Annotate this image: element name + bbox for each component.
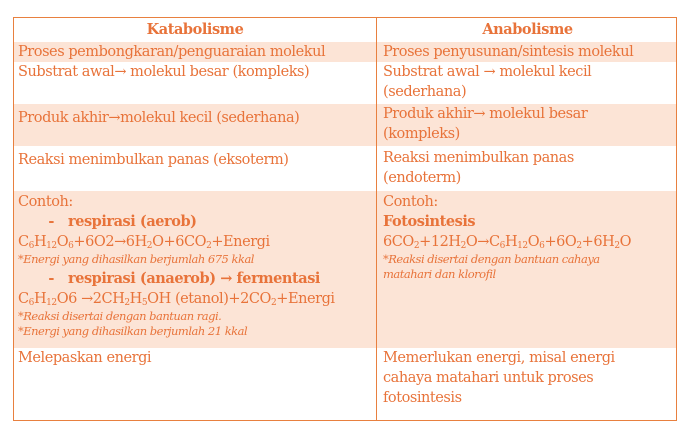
eq-subscript: 12 (46, 298, 57, 308)
bullet-dash: - (48, 213, 54, 230)
table-row (14, 104, 676, 146)
eq-part: 6CO (383, 234, 414, 250)
eq-part: O+6CO (152, 234, 207, 250)
eq-subscript: 6 (28, 298, 34, 308)
comparison-table (13, 17, 677, 421)
header-anabolisme: Anabolisme (376, 18, 676, 42)
text-line: Substrat awal → molekul kecil (383, 64, 592, 80)
text-line: (sederhana) (383, 84, 467, 100)
eq-subscript: 2 (614, 241, 620, 251)
eq-subscript: 2 (270, 298, 277, 308)
anabolisme-definition: Proses penyusunan/sintesis molekul (376, 42, 676, 62)
example-title-text: respirasi (aerob) (68, 213, 197, 230)
note-anaerob-yeast: *Reaksi disertai dengan bantuan ragi. (18, 309, 222, 323)
eq-part: O6 →2CH (56, 291, 125, 307)
eq-part: +Energi (276, 291, 335, 307)
table-row (14, 146, 676, 191)
eq-part: +Energi (211, 234, 270, 250)
eq-subscript: 2 (124, 298, 130, 308)
eq-subscript: 6 (499, 241, 505, 251)
eq-subscript: 2 (206, 241, 212, 251)
table-row (14, 348, 676, 420)
eq-part: H (129, 291, 142, 307)
eq-subscript: 6 (539, 241, 545, 251)
note-photosynthesis: *Reaksi disertai dengan bantuan cahaya (383, 252, 600, 266)
eq-part: H (33, 291, 47, 307)
table-row (14, 62, 676, 104)
eq-part: +12H (419, 234, 461, 250)
eq-part: C (18, 234, 29, 250)
eq-subscript: 2 (413, 241, 420, 251)
eq-subscript: 12 (46, 241, 57, 251)
eq-part: +6H (581, 234, 615, 250)
note-aerob-energy: *Energi yang dihasilkan berjumlah 675 kkal (18, 252, 254, 266)
text-line: fotosintesis (383, 390, 462, 406)
note-anaerob-energy: *Energi yang dihasilkan berjumlah 21 kkal (18, 324, 248, 338)
header-katabolisme: Katabolisme (146, 21, 244, 38)
example-title-text: respirasi (anaerob) → fermentasi (68, 270, 320, 287)
eq-part: O (619, 234, 632, 250)
eq-subscript: 12 (517, 241, 528, 251)
example-anaerob-title (18, 269, 372, 289)
example-photosynthesis-title: Fotosintesis (383, 213, 476, 230)
table-header-row (14, 18, 676, 43)
examples-label: Contoh: (383, 194, 438, 210)
katabolisme-product: Produk akhir→molekul kecil (sederhana) (18, 110, 300, 126)
eq-part: H (504, 234, 518, 250)
katabolisme-definition: Proses pembongkaran/penguaraian molekul (18, 44, 326, 60)
eq-part: C (18, 291, 29, 307)
bullet-dash: - (48, 270, 54, 287)
table-row (14, 42, 676, 62)
eq-subscript: 6 (68, 241, 74, 251)
equation-anaerob (18, 289, 372, 309)
anabolisme-substrate (376, 62, 676, 104)
eq-part: +6O (544, 234, 577, 250)
eq-subscript: 2 (576, 241, 582, 251)
text-line: Reaksi menimbulkan panas (383, 150, 574, 166)
text-line: cahaya matahari untuk proses (383, 370, 594, 386)
anabolisme-examples (376, 191, 676, 348)
eq-subscript: 6 (28, 241, 34, 251)
eq-part: +6O2→6H (73, 234, 147, 250)
text-line: Memerlukan energi, misal energi (383, 350, 615, 366)
eq-subscript: 2 (460, 241, 466, 251)
katabolisme-examples (14, 191, 376, 348)
katabolisme-substrate: Substrat awal→ molekul besar (kompleks) (18, 64, 310, 80)
equation-photosynthesis (383, 232, 672, 252)
katabolisme-energy: Melepaskan energi (18, 350, 152, 366)
eq-subscript: 5 (141, 298, 148, 308)
anabolisme-reaction (376, 146, 676, 191)
anabolisme-energy (376, 348, 676, 420)
text-line: Produk akhir→ molekul besar (383, 106, 588, 122)
eq-part: O (527, 234, 540, 250)
eq-part: O→C (465, 234, 500, 250)
example-aerob-title (18, 212, 372, 232)
table-row-examples (14, 191, 676, 348)
anabolisme-product (376, 104, 676, 146)
eq-part: H (33, 234, 47, 250)
eq-part: O (56, 234, 69, 250)
text-line: (kompleks) (383, 126, 460, 142)
eq-part: OH (etanol)+2CO (147, 291, 271, 307)
equation-aerob (18, 232, 372, 252)
note-photosynthesis-cont: matahari dan klorofil (383, 267, 496, 281)
eq-subscript: 2 (146, 241, 153, 251)
katabolisme-reaction: Reaksi menimbulkan panas (eksoterm) (18, 152, 289, 168)
text-line: (endoterm) (383, 170, 461, 186)
examples-label: Contoh: (18, 194, 73, 210)
